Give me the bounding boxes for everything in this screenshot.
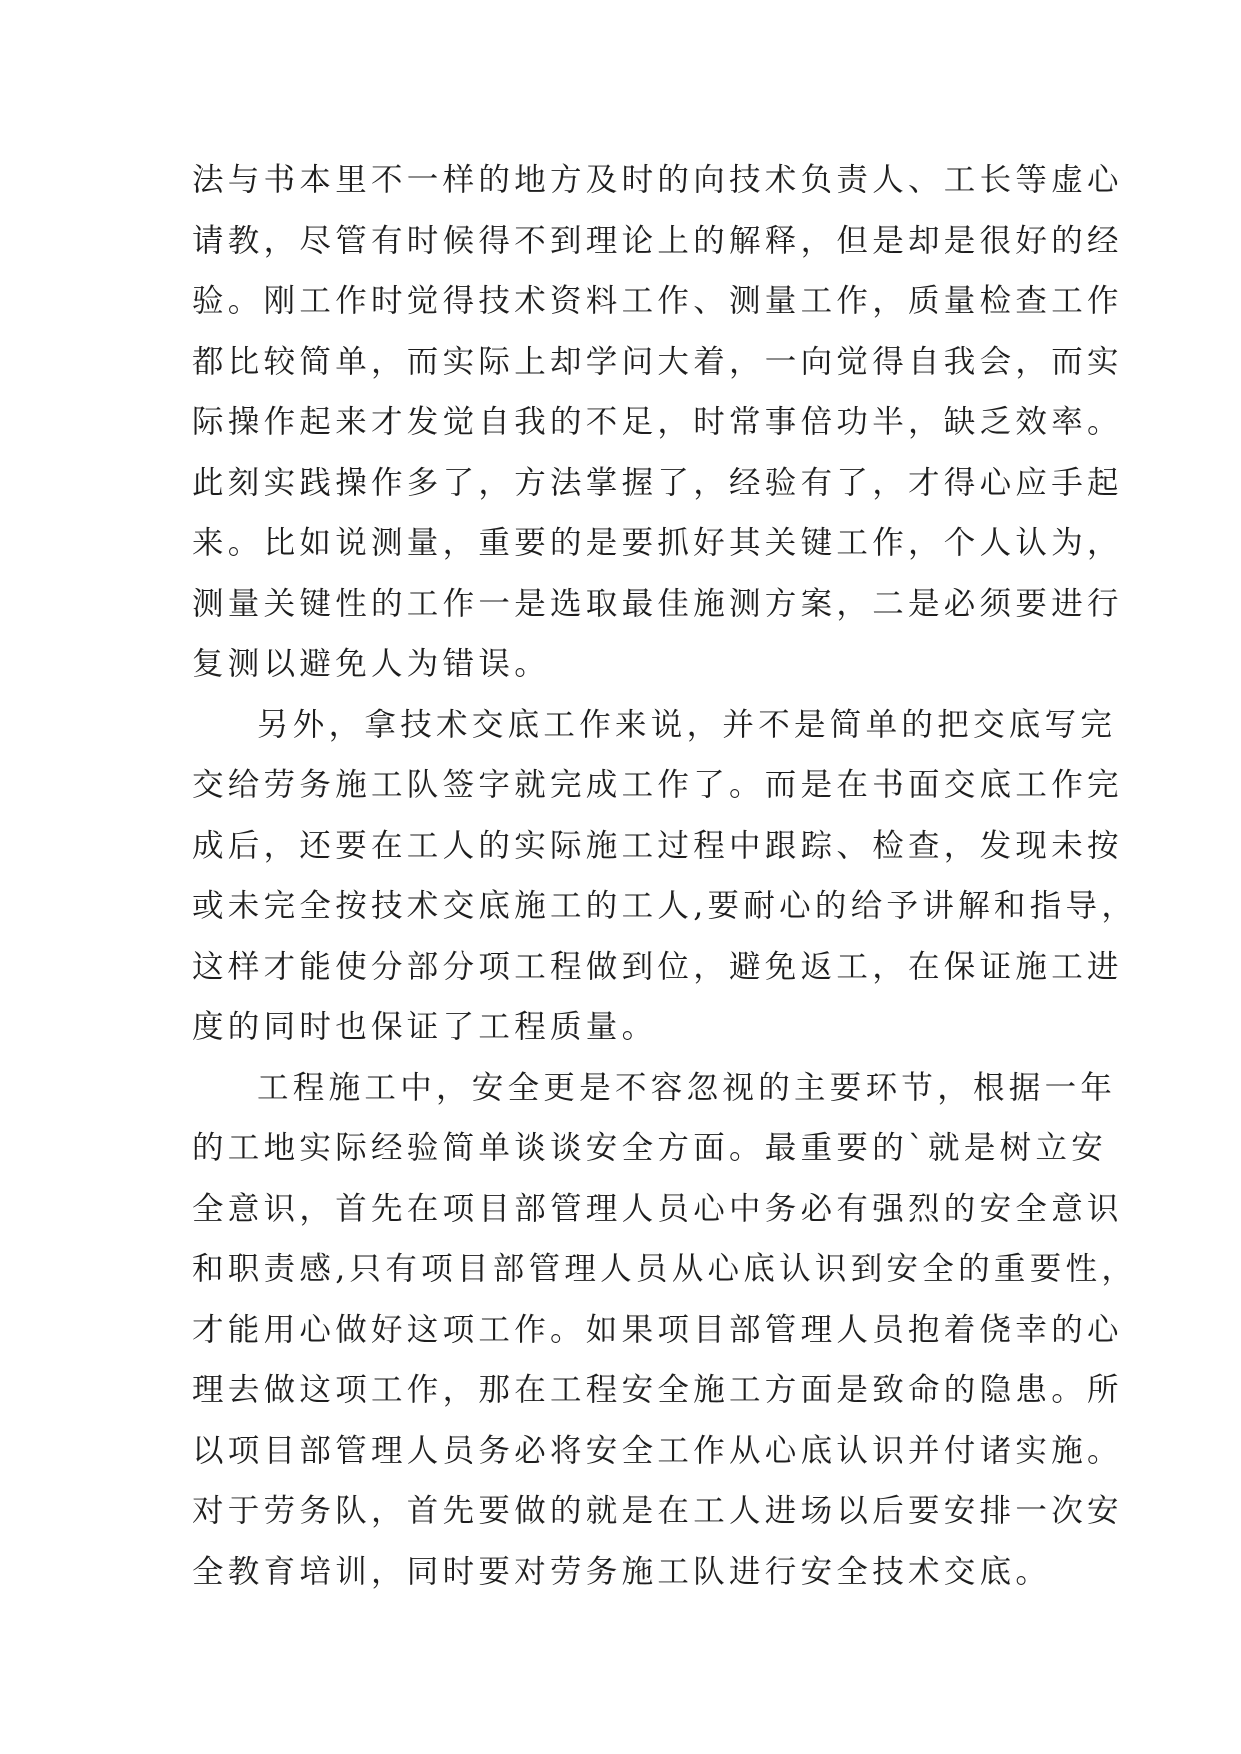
text-line: 另外，拿技术交底工作来说，并不是简单的把交底写完 — [257, 706, 1117, 743]
text-line: 全教育培训，同时要对劳务施工队进行安全技术交底。 — [192, 1553, 1052, 1590]
text-line: 请教，尽管有时候得不到理论上的解释，但是却是很好的经 — [192, 222, 1123, 259]
text-line: 工程施工中，安全更是不容忽视的主要环节，根据一年 — [257, 1069, 1117, 1106]
text-line: 验。刚工作时觉得技术资料工作、测量工作，质量检查工作 — [192, 283, 1123, 319]
paragraph-3 — [192, 1058, 1138, 1603]
text-line: 际操作起来才发觉自我的不足，时常事倍功半，缺乏效率。 — [192, 404, 1123, 440]
text-line: 或未完全按技术交底施工的工人,要耐心的给予讲解和指导， — [192, 888, 1138, 924]
text-line: 的工地实际经验简单谈谈安全方面。最重要的`就是树立安 — [192, 1130, 1108, 1166]
text-line: 交给劳务施工队签字就完成工作了。而是在书面交底工作完 — [192, 767, 1123, 803]
text-line: 法与书本里不一样的地方及时的向技术负责人、工长等虚心 — [192, 162, 1123, 198]
text-line: 这样才能使分部分项工程做到位，避免返工，在保证施工进 — [192, 948, 1123, 985]
text-line: 复测以避免人为错误。 — [192, 646, 551, 682]
text-line: 此刻实践操作多了，方法掌握了，经验有了，才得心应手起 — [192, 464, 1123, 501]
text-line: 全意识，首先在项目部管理人员心中务必有强烈的安全意识 — [192, 1190, 1123, 1227]
text-line: 才能用心做好这项工作。如果项目部管理人员抱着侥幸的心 — [192, 1311, 1123, 1348]
text-line: 来。比如说测量，重要的是要抓好其关键工作，个人认为， — [192, 525, 1123, 561]
text-line: 对于劳务队，首先要做的就是在工人进场以后要安排一次安 — [192, 1493, 1123, 1529]
text-line: 度的同时也保证了工程质量。 — [192, 1009, 658, 1045]
body-text — [192, 150, 1138, 1602]
text-line: 测量关键性的工作一是选取最佳施测方案，二是必须要进行 — [192, 585, 1123, 622]
text-line: 以项目部管理人员务必将安全工作从心底认识并付诸实施。 — [192, 1432, 1123, 1469]
paragraph-1 — [192, 150, 1123, 695]
text-line: 都比较简单，而实际上却学问大着，一向觉得自我会，而实 — [192, 343, 1123, 380]
text-line: 理去做这项工作，那在工程安全施工方面是致命的隐患。所 — [192, 1372, 1123, 1408]
paragraph-2 — [192, 695, 1138, 1058]
text-line: 和职责感,只有项目部管理人员从心底认识到安全的重要性， — [192, 1251, 1138, 1287]
text-line: 成后，还要在工人的实际施工过程中跟踪、检查，发现未按 — [192, 827, 1123, 864]
